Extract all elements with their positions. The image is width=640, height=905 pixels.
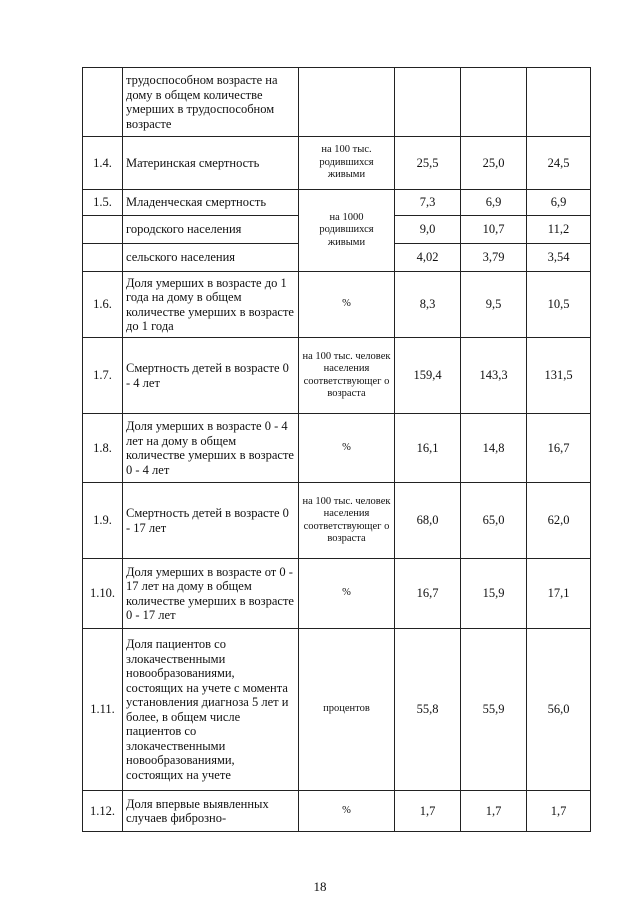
value-cell: 131,5	[527, 338, 591, 414]
value-cell: 55,8	[395, 629, 461, 791]
indicator-cell: Материнская смертность	[123, 137, 299, 190]
value-cell: 9,5	[461, 272, 527, 338]
value-cell: 159,4	[395, 338, 461, 414]
unit-cell: %	[299, 414, 395, 483]
table-row	[83, 137, 591, 190]
indicator-cell: городского населения	[123, 216, 299, 244]
value-cell: 10,7	[461, 216, 527, 244]
unit-cell	[299, 68, 395, 137]
value-cell: 62,0	[527, 483, 591, 559]
row-number: 1.4.	[83, 137, 123, 190]
value-cell: 143,3	[461, 338, 527, 414]
indicator-cell: Смертность детей в возрасте 0 - 17 лет	[123, 483, 299, 559]
value-cell: 14,8	[461, 414, 527, 483]
indicator-cell: Доля умерших в возрасте 0 - 4 лет на дому в общем количестве умерших в возрасте 0 - 4 лет	[123, 414, 299, 483]
value-cell	[461, 68, 527, 137]
value-cell: 3,79	[461, 244, 527, 272]
row-number: 1.11.	[83, 629, 123, 791]
unit-cell: на 100 тыс. человек населения соответствующег о возраста	[299, 338, 395, 414]
indicator-cell: Доля умерших в возрасте до 1 года на дому в общем количестве умерших в возрасте до 1 года	[123, 272, 299, 338]
value-cell: 68,0	[395, 483, 461, 559]
value-cell: 24,5	[527, 137, 591, 190]
value-cell: 15,9	[461, 559, 527, 629]
value-cell: 17,1	[527, 559, 591, 629]
table-row	[83, 483, 591, 559]
value-cell: 9,0	[395, 216, 461, 244]
row-number: 1.10.	[83, 559, 123, 629]
table-row	[83, 190, 591, 216]
table-row	[83, 629, 591, 791]
value-cell: 11,2	[527, 216, 591, 244]
row-number: 1.7.	[83, 338, 123, 414]
value-cell: 1,7	[527, 791, 591, 832]
row-number: 1.8.	[83, 414, 123, 483]
value-cell: 7,3	[395, 190, 461, 216]
row-number	[83, 68, 123, 137]
page-number: 18	[313, 879, 327, 894]
value-cell	[527, 68, 591, 137]
indicator-cell: Доля умерших в возрасте от 0 - 17 лет на дому в общем количестве умерших в возрасте 0 - 17 лет	[123, 559, 299, 629]
indicator-cell: трудоспособном возрасте на дому в общем количестве умерших в трудоспособном возрасте	[123, 68, 299, 137]
unit-cell: процентов	[299, 629, 395, 791]
table-row	[83, 338, 591, 414]
value-cell: 8,3	[395, 272, 461, 338]
value-cell: 6,9	[461, 190, 527, 216]
unit-cell: на 100 тыс. человек населения соответствующег о возраста	[299, 483, 395, 559]
unit-cell: %	[299, 272, 395, 338]
indicator-cell: Младенческая смертность	[123, 190, 299, 216]
table-row	[83, 68, 591, 137]
row-number: 1.12.	[83, 791, 123, 832]
indicator-cell: сельского населения	[123, 244, 299, 272]
value-cell: 4,02	[395, 244, 461, 272]
indicator-cell: Доля впервые выявленных случаев фиброзно-	[123, 791, 299, 832]
value-cell: 25,5	[395, 137, 461, 190]
value-cell: 16,7	[395, 559, 461, 629]
value-cell	[395, 68, 461, 137]
value-cell: 16,7	[527, 414, 591, 483]
value-cell: 25,0	[461, 137, 527, 190]
row-number: 1.6.	[83, 272, 123, 338]
indicator-cell: Доля пациентов со злокачественными новообразованиями, состоящих на учете с момента установления диагноза 5 лет и более, в общем числе пациентов со злокачественными новообразованиями, состоящих на учете	[123, 629, 299, 791]
row-number: 1.9.	[83, 483, 123, 559]
indicator-cell: Смертность детей в возрасте 0 - 4 лет	[123, 338, 299, 414]
table-row	[83, 414, 591, 483]
value-cell: 16,1	[395, 414, 461, 483]
value-cell: 10,5	[527, 272, 591, 338]
value-cell: 56,0	[527, 629, 591, 791]
unit-cell: %	[299, 791, 395, 832]
table-row	[83, 272, 591, 338]
table-row	[83, 559, 591, 629]
row-number	[83, 244, 123, 272]
unit-cell: на 100 тыс. родившихся живыми	[299, 137, 395, 190]
value-cell: 65,0	[461, 483, 527, 559]
value-cell: 6,9	[527, 190, 591, 216]
value-cell: 1,7	[461, 791, 527, 832]
value-cell: 3,54	[527, 244, 591, 272]
row-number	[83, 216, 123, 244]
value-cell: 55,9	[461, 629, 527, 791]
indicators-table	[82, 67, 591, 832]
unit-cell: на 1000 родившихся живыми	[299, 190, 395, 272]
unit-cell: %	[299, 559, 395, 629]
value-cell: 1,7	[395, 791, 461, 832]
table-row	[83, 791, 591, 832]
row-number: 1.5.	[83, 190, 123, 216]
